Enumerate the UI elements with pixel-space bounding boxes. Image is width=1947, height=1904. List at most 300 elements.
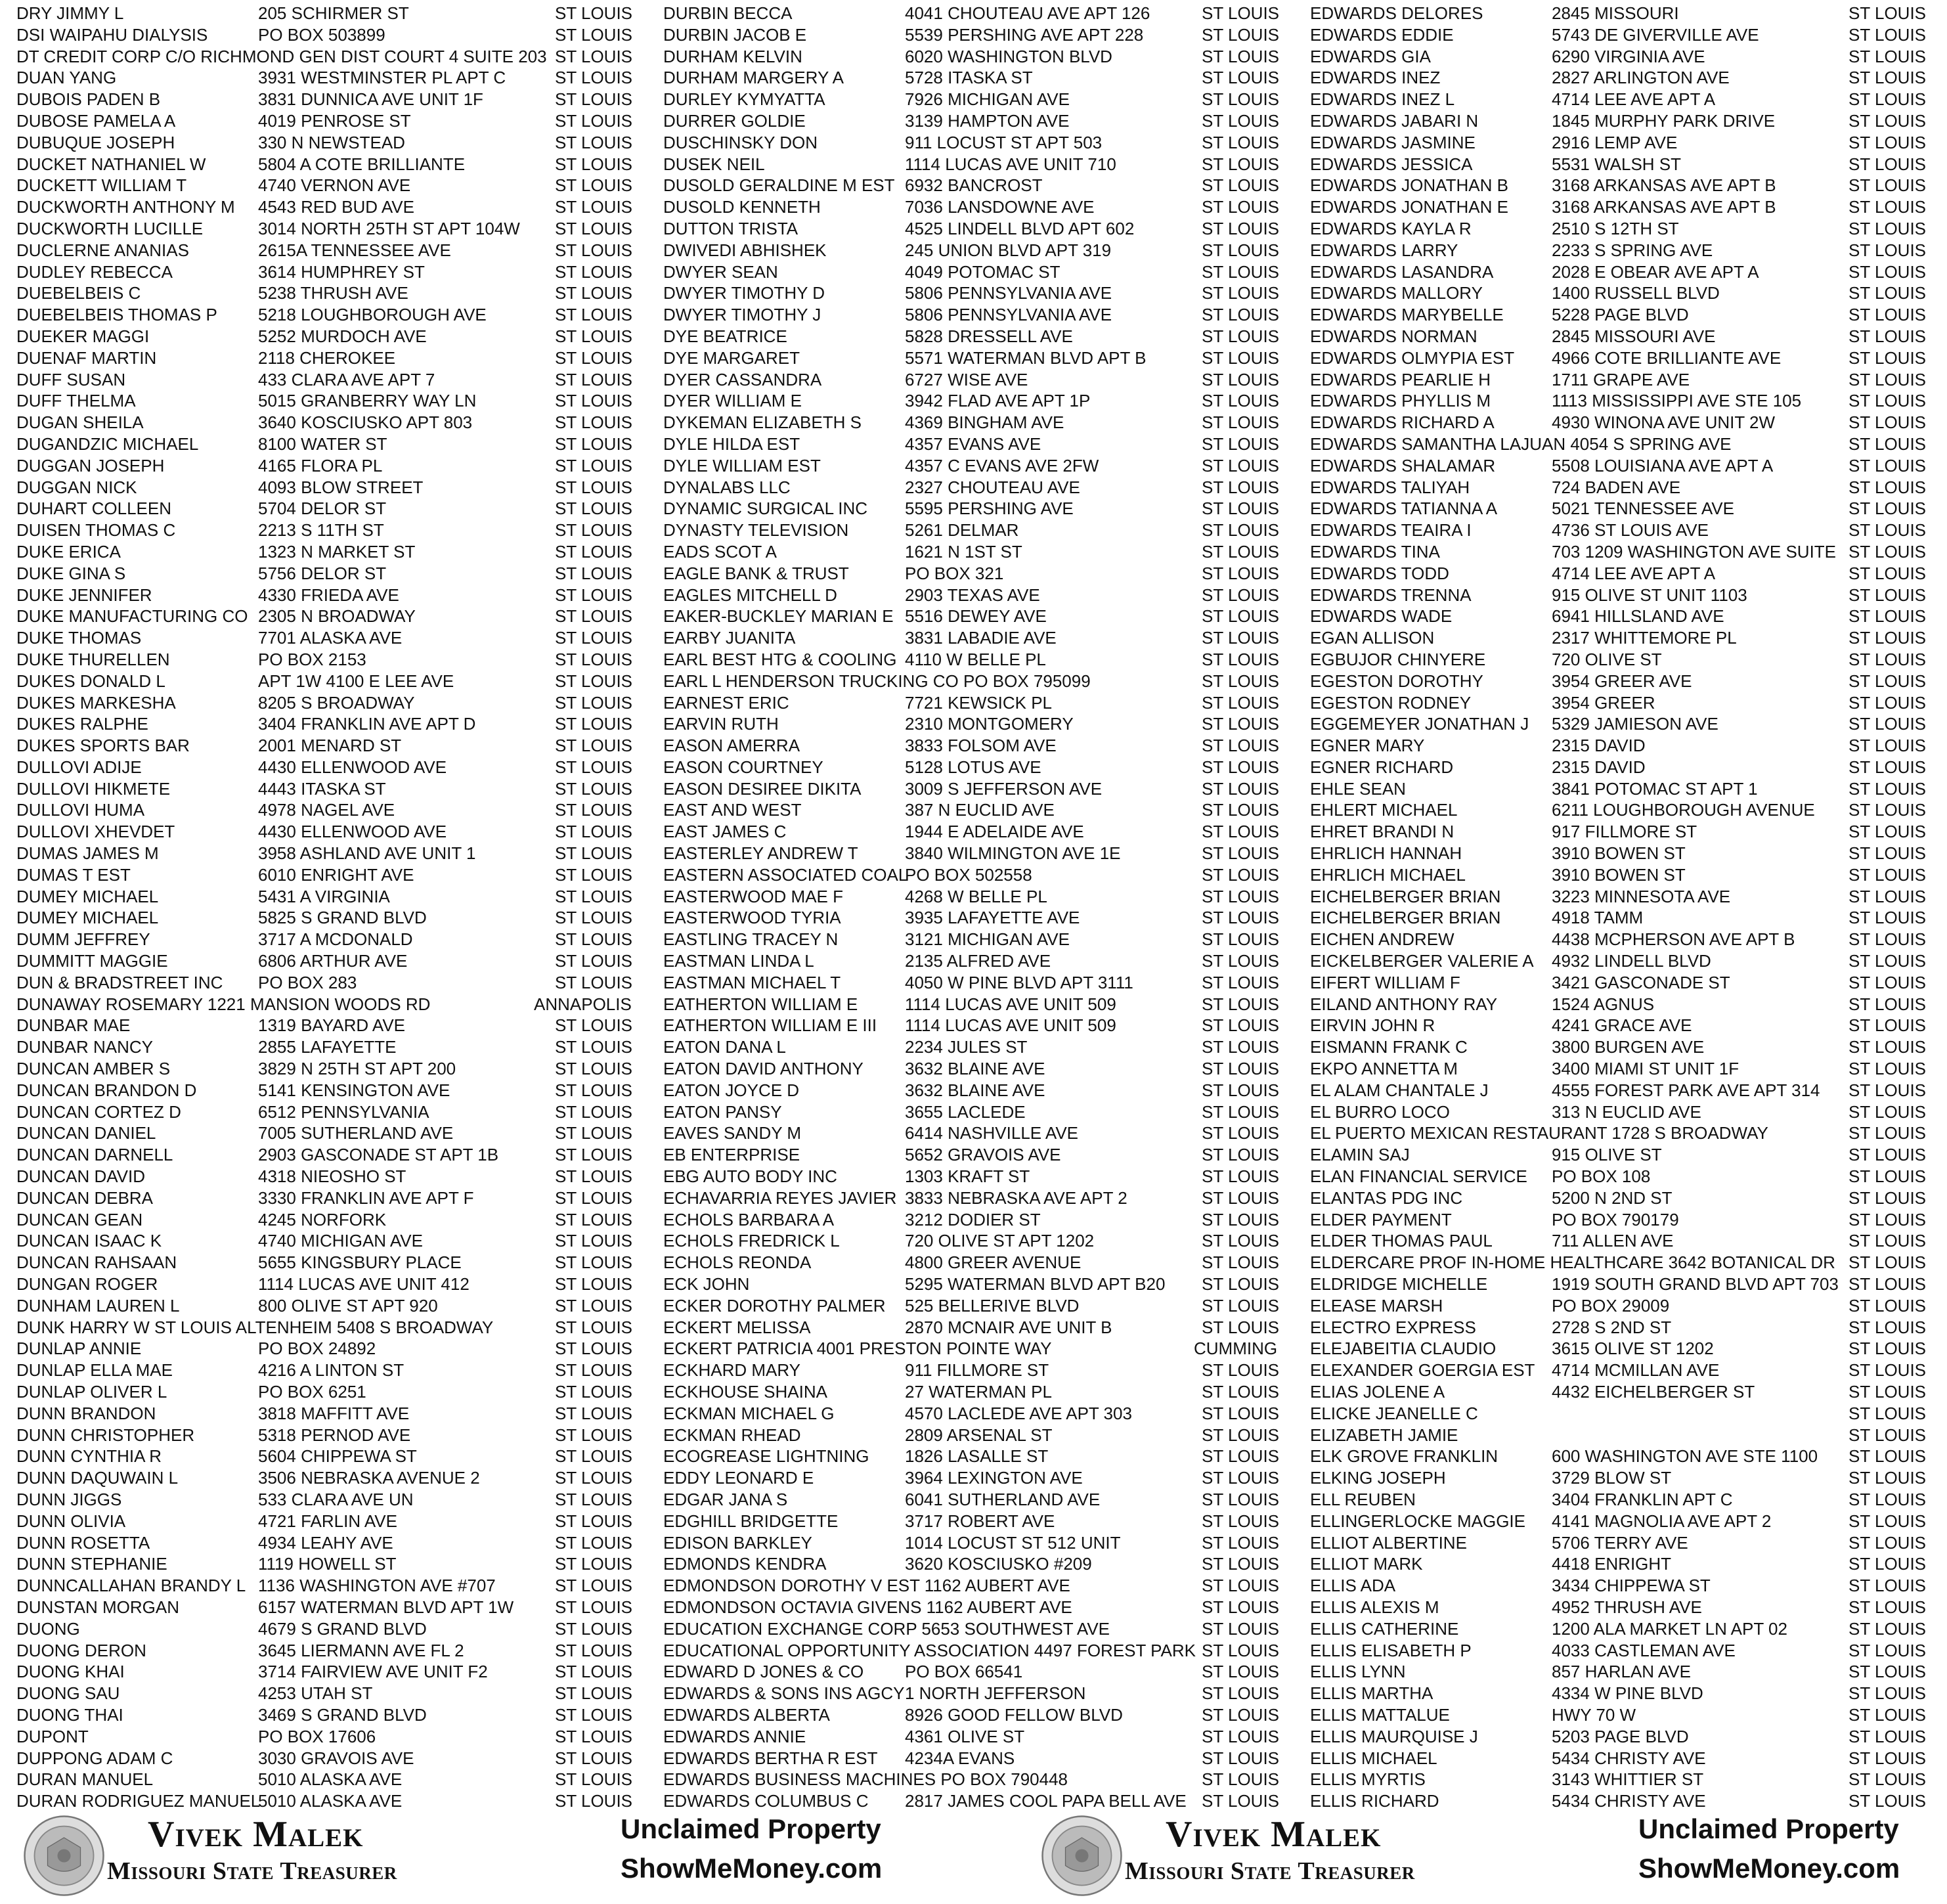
list-item [1310, 713, 1947, 735]
owner-city: ST LOUIS [555, 261, 633, 282]
owner-name: DUSEK NEIL [663, 154, 765, 174]
owner-address: 1119 HOWELL ST [258, 1554, 397, 1574]
owner-address: 917 FILLMORE ST [1552, 822, 1697, 842]
list-item [663, 154, 1307, 175]
list-item [1310, 1532, 1947, 1554]
list-item [663, 1144, 1307, 1166]
list-item [16, 907, 660, 929]
owner-name: ELKING JOSEPH [1310, 1468, 1446, 1488]
owner-city: ST LOUIS [555, 1489, 633, 1509]
list-item [16, 67, 660, 89]
owner-address: 4216 A LINTON ST [258, 1360, 405, 1381]
owner-address: 4049 POTOMAC ST [905, 261, 1061, 282]
list-item [16, 671, 660, 692]
list-item [1310, 1748, 1947, 1769]
owner-address: 5329 JAMIESON AVE [1552, 714, 1718, 734]
owner-address: 1944 E ADELAIDE AVE [905, 822, 1084, 842]
owner-address: 2118 CHEROKEE [258, 347, 396, 368]
owner-address: 3954 GREER AVE [1552, 671, 1692, 691]
owner-address: PO BOX 66541 [905, 1662, 1023, 1682]
owner-address: 3632 BLAINE AVE [905, 1059, 1045, 1079]
owner-name: EDWARDS ALBERTA [663, 1704, 830, 1725]
owner-address: 1 NORTH JEFFERSON [905, 1683, 1086, 1704]
owner-city: ST LOUIS [1202, 886, 1280, 906]
owner-city: ST LOUIS [1202, 1683, 1280, 1704]
list-item [1310, 1101, 1947, 1123]
owner-city: ST LOUIS [1202, 175, 1280, 196]
owner-name: EDWARDS COLUMBUS C [663, 1791, 869, 1811]
list-item [1310, 1381, 1947, 1403]
owner-address: 5010 ALASKA AVE [258, 1769, 403, 1790]
owner-name: ECHOLS BARBARA A [663, 1209, 835, 1229]
owner-name: EDDY LEONARD E [663, 1468, 814, 1488]
list-item [663, 692, 1307, 714]
list-item [663, 240, 1307, 261]
owner-address: 2327 CHOUTEAU AVE [905, 477, 1080, 497]
list-item [663, 1209, 1307, 1231]
owner-name: DULLOVI HUMA [16, 800, 145, 820]
owner-name: DUMAS T EST [16, 864, 131, 885]
list-item [16, 1683, 660, 1704]
owner-address: 6414 NASHVILLE AVE [905, 1123, 1079, 1143]
owner-address: 911 LOCUST ST APT 503 [905, 132, 1103, 152]
list-item [16, 1122, 660, 1144]
owner-name: EILAND ANTHONY RAY [1310, 994, 1498, 1014]
list-item [1310, 1338, 1947, 1360]
owner-address: 5431 A VIRGINIA [258, 886, 390, 906]
owner-city: ST LOUIS [1202, 1059, 1280, 1079]
owner-city: ST LOUIS [1849, 714, 1927, 734]
owner-name: DUCKWORTH ANTHONY M [16, 197, 235, 217]
owner-city: ST LOUIS [1202, 1618, 1280, 1639]
owner-name: EASTERWOOD MAE F [663, 886, 843, 906]
owner-city: ST LOUIS [555, 929, 633, 950]
owner-name: EDWARDS INEZ L [1310, 89, 1455, 110]
list-item [16, 1381, 660, 1403]
list-item [16, 821, 660, 843]
owner-city: ST LOUIS [555, 154, 633, 174]
owner-name: DUNN ROSETTA [16, 1532, 150, 1553]
owner-address: 6727 WISE AVE [905, 369, 1028, 389]
owner-city: ST LOUIS [1202, 1532, 1280, 1553]
list-item [16, 972, 660, 994]
list-item [663, 1101, 1307, 1123]
owner-city: ST LOUIS [555, 1425, 633, 1445]
list-item [16, 1553, 660, 1575]
owner-city: ST LOUIS [555, 240, 633, 260]
owner-name: DYKEMAN ELIZABETH S [663, 412, 862, 433]
owner-name: EARBY JUANITA [663, 628, 796, 648]
owner-city: ST LOUIS [1202, 520, 1280, 541]
owner-city: ST LOUIS [1202, 305, 1280, 325]
owner-city: ST LOUIS [1202, 1187, 1280, 1208]
list-item [16, 1769, 660, 1790]
owner-address: 533 CLARA AVE UN [258, 1489, 414, 1509]
owner-address: 2845 MISSOURI AVE [1552, 326, 1716, 346]
owner-city: ST LOUIS [555, 1662, 633, 1682]
owner-city: ST LOUIS [1849, 843, 1927, 864]
owner-city: ST LOUIS [1849, 778, 1927, 799]
list-item [1310, 907, 1947, 929]
list-item [1310, 1726, 1947, 1748]
website-link[interactable]: ShowMeMoney.com [621, 1853, 883, 1884]
owner-city: ST LOUIS [1202, 1511, 1280, 1531]
owner-name: DUNN DAQUWAIN L [16, 1468, 179, 1488]
owner-city: ST LOUIS [1849, 1187, 1927, 1208]
list-item [1310, 778, 1947, 800]
owner-address: 3223 MINNESOTA AVE [1552, 886, 1731, 906]
owner-address: PO BOX 6251 [258, 1382, 366, 1402]
owner-address: 720 OLIVE ST [1552, 649, 1662, 669]
owner-address: 4443 ITASKA ST [258, 778, 386, 799]
list-item [1310, 1403, 1947, 1425]
owner-city: ST LOUIS [1849, 1274, 1927, 1295]
list-item [16, 1166, 660, 1187]
owner-name: DUNCAN DANIEL [16, 1123, 156, 1143]
owner-city: ST LOUIS [1202, 477, 1280, 497]
owner-city: ST LOUIS [1849, 1446, 1927, 1467]
owner-name: DUNN JIGGS [16, 1489, 122, 1509]
list-item [663, 1575, 1307, 1597]
owner-name: EKPO ANNETTA M [1310, 1059, 1458, 1079]
treasurer-banner [1031, 1809, 1947, 1904]
owner-city: ST LOUIS [1202, 433, 1280, 454]
owner-city: ST LOUIS [1849, 110, 1927, 131]
owner-address: 1136 WASHINGTON AVE #707 [258, 1576, 496, 1596]
program-name: Unclaimed Property [621, 1813, 881, 1844]
owner-address: 3330 FRANKLIN AVE APT F [258, 1187, 474, 1208]
owner-name: EDMONDSON OCTAVIA GIVENS 1162 AUBERT AVE [663, 1597, 1072, 1617]
owner-name: ELLIS MYRTIS [1310, 1769, 1426, 1790]
owner-name: DUNCAN GEAN [16, 1209, 143, 1229]
list-item [16, 778, 660, 800]
owner-address: 4740 VERNON AVE [258, 175, 411, 196]
owner-city: ST LOUIS [1202, 649, 1280, 669]
owner-address: 1826 LASALLE ST [905, 1446, 1049, 1467]
owner-city: ST LOUIS [1202, 369, 1280, 389]
owner-city: ST LOUIS [1202, 391, 1280, 411]
owner-city: ST LOUIS [1202, 1037, 1280, 1057]
owner-name: DSI WAIPAHU DIALYSIS [16, 24, 208, 45]
owner-city: ST LOUIS [1849, 1252, 1927, 1273]
owner-city: ST LOUIS [1849, 1080, 1927, 1100]
list-item [16, 1511, 660, 1532]
owner-city: ST LOUIS [1202, 24, 1280, 45]
owner-name: ELIZABETH JAMIE [1310, 1425, 1458, 1445]
owner-name: EDWARDS MALLORY [1310, 283, 1483, 303]
list-item [663, 563, 1307, 585]
owner-name: DUEBELBEIS C [16, 283, 141, 303]
owner-address: 3841 POTOMAC ST APT 1 [1552, 778, 1758, 799]
owner-city: ST LOUIS [555, 951, 633, 971]
owner-address: 4978 NAGEL AVE [258, 800, 395, 820]
owner-name: DUKES DONALD L [16, 671, 165, 691]
list-item [1310, 585, 1947, 606]
owner-city: ST LOUIS [555, 391, 633, 411]
owner-city: ST LOUIS [555, 175, 633, 196]
owner-name: DUMEY MICHAEL [16, 908, 159, 928]
owner-name: DUNHAM LAUREN L [16, 1295, 180, 1316]
owner-city: ST LOUIS [1202, 68, 1280, 88]
owner-name: DUNN OLIVIA [16, 1511, 126, 1531]
owner-address: 4800 GREER AVENUE [905, 1252, 1082, 1273]
owner-name: DT CREDIT CORP C/O RICHMOND GEN DIST COURT 4 SUITE 203 [16, 46, 547, 66]
owner-city: ST LOUIS [555, 908, 633, 928]
owner-name: DUKE JENNIFER [16, 585, 152, 605]
owner-city: ST LOUIS [555, 1059, 633, 1079]
list-item [16, 843, 660, 864]
owner-city: ST LOUIS [1849, 1683, 1927, 1704]
list-item [16, 1532, 660, 1554]
list-item [16, 1360, 660, 1381]
list-item [16, 1489, 660, 1511]
owner-address: 3168 ARKANSAS AVE APT B [1552, 175, 1776, 196]
list-item [1310, 864, 1947, 886]
owner-city: ST LOUIS [1849, 1748, 1927, 1768]
owner-name: DRY JIMMY L [16, 3, 124, 23]
owner-address: 3833 FOLSOM AVE [905, 736, 1057, 756]
owner-address: 4714 LEE AVE APT A [1552, 563, 1716, 583]
owner-city: ST LOUIS [1849, 886, 1927, 906]
list-item [663, 972, 1307, 994]
list-item [663, 1295, 1307, 1317]
owner-name: DULLOVI XHEVDET [16, 822, 175, 842]
owner-address: 4268 W BELLE PL [905, 886, 1047, 906]
list-item [16, 390, 660, 412]
owner-city: ST LOUIS [555, 1231, 633, 1251]
owner-address: 2234 JULES ST [905, 1037, 1028, 1057]
owner-address: 3910 BOWEN ST [1552, 864, 1686, 885]
owner-name: EARL L HENDERSON TRUCKING CO PO BOX 795099 [663, 671, 1091, 691]
owner-name: EARL BEST HTG & COOLING [663, 649, 897, 669]
owner-address: 3168 ARKANSAS AVE APT B [1552, 197, 1776, 217]
list-item [16, 347, 660, 369]
owner-name: ELLINGERLOCKE MAGGIE [1310, 1511, 1525, 1531]
list-item [16, 477, 660, 498]
owner-name: EDWARDS SHALAMAR [1310, 455, 1496, 476]
list-item [16, 1101, 660, 1123]
owner-city: ST LOUIS [1202, 326, 1280, 346]
owner-address: 3931 WESTMINSTER PL APT C [258, 68, 506, 88]
owner-name: ECKER DOROTHY PALMER [663, 1295, 886, 1316]
owner-name: EDMONDSON DOROTHY V EST 1162 AUBERT AVE [663, 1576, 1070, 1596]
owner-name: DUPPONG ADAM C [16, 1748, 173, 1768]
owner-city: ST LOUIS [1202, 736, 1280, 756]
owner-city: ST LOUIS [1202, 89, 1280, 110]
owner-city: ST LOUIS [1202, 1317, 1280, 1337]
list-item [1310, 843, 1947, 864]
owner-city: ST LOUIS [555, 1101, 633, 1122]
owner-address: 2135 ALFRED AVE [905, 951, 1051, 971]
owner-name: EHLERT MICHAEL [1310, 800, 1458, 820]
owner-name: DUHART COLLEEN [16, 498, 171, 519]
list-item [1310, 1144, 1947, 1166]
owner-address: 4357 C EVANS AVE 2FW [905, 455, 1099, 476]
owner-address: 3614 HUMPHREY ST [258, 261, 425, 282]
owner-name: DURLEY KYMYATTA [663, 89, 825, 110]
owner-city: ST LOUIS [1849, 908, 1927, 928]
owner-city: ST LOUIS [1849, 1382, 1927, 1402]
list-item [663, 757, 1307, 778]
owner-name: DUONG THAI [16, 1704, 123, 1725]
list-item [1310, 1575, 1947, 1597]
owner-name: DUCLERNE ANANIAS [16, 240, 189, 260]
list-item [1310, 326, 1947, 347]
owner-address: 5508 LOUISIANA AVE APT A [1552, 455, 1774, 476]
owner-address: 4033 CASTLEMAN AVE [1552, 1640, 1736, 1660]
owner-name: DUCKETT WILLIAM T [16, 175, 187, 196]
list-item [16, 433, 660, 455]
list-item [1310, 671, 1947, 692]
owner-address: 2213 S 11TH ST [258, 520, 384, 541]
list-item [1310, 541, 1947, 563]
owner-city: ST LOUIS [1202, 1662, 1280, 1682]
owner-city: ST LOUIS [1849, 391, 1927, 411]
owner-city: ST LOUIS [555, 1080, 633, 1100]
list-item [16, 1338, 660, 1360]
list-item [1310, 1273, 1947, 1295]
owner-city: ST LOUIS [1849, 1166, 1927, 1187]
list-item [16, 110, 660, 132]
list-item [663, 1467, 1307, 1489]
list-item [1310, 1489, 1947, 1511]
list-item [1310, 1640, 1947, 1662]
owner-name: DUKES MARKESHA [16, 692, 176, 713]
owner-address: 2817 JAMES COOL PAPA BELL AVE [905, 1791, 1187, 1811]
list-item [16, 1403, 660, 1425]
owner-address: 4721 FARLIN AVE [258, 1511, 397, 1531]
list-item [1310, 3, 1947, 24]
list-item [16, 1273, 660, 1295]
owner-city: ST LOUIS [1849, 326, 1927, 346]
owner-name: EAKER-BUCKLEY MARIAN E [663, 606, 894, 627]
owner-address: 4918 TAMM [1552, 908, 1644, 928]
owner-address: 6512 PENNSYLVANIA [258, 1101, 429, 1122]
owner-name: ECKHOUSE SHAINA [663, 1382, 827, 1402]
list-item [16, 1467, 660, 1489]
owner-address: 5652 GRAVOIS AVE [905, 1145, 1061, 1165]
list-item [1310, 821, 1947, 843]
missouri-seal-icon [23, 1815, 105, 1897]
owner-name: DUKE THURELLEN [16, 649, 170, 669]
owner-name: DUONG SAU [16, 1683, 120, 1704]
owner-address: 5021 TENNESSEE AVE [1552, 498, 1734, 519]
owner-name: EDMONDS KENDRA [663, 1554, 827, 1574]
owner-name: DYER WILLIAM E [663, 391, 802, 411]
owner-name: DUSOLD GERALDINE M EST [663, 175, 895, 196]
website-link[interactable]: ShowMeMoney.com [1638, 1853, 1900, 1884]
owner-city: ST LOUIS [555, 1382, 633, 1402]
listing-column-3 [1310, 3, 1947, 1812]
owner-address: PO BOX 321 [905, 563, 1004, 583]
owner-name: EDWARDS JESSICA [1310, 154, 1473, 174]
owner-address: 8926 GOOD FELLOW BLVD [905, 1704, 1123, 1725]
owner-name: DUNNCALLAHAN BRANDY L [16, 1576, 246, 1596]
footer [0, 1809, 1947, 1904]
list-item [1310, 1360, 1947, 1381]
list-item [663, 541, 1307, 563]
list-item [663, 110, 1307, 132]
list-item [16, 1726, 660, 1748]
list-item [663, 1425, 1307, 1446]
owner-name: DYNAMIC SURGICAL INC [663, 498, 868, 519]
owner-address: 5252 MURDOCH AVE [258, 326, 427, 346]
owner-name: EHLE SEAN [1310, 778, 1406, 799]
owner-address: 5728 ITASKA ST [905, 68, 1033, 88]
owner-city: ST LOUIS [1202, 1166, 1280, 1187]
owner-address: 6211 LOUGHBOROUGH AVENUE [1552, 800, 1815, 820]
list-item [16, 89, 660, 110]
owner-address: 8205 S BROADWAY [258, 692, 415, 713]
owner-city: ST LOUIS [555, 972, 633, 992]
owner-city: ST LOUIS [1849, 218, 1927, 238]
list-item [16, 1618, 660, 1640]
owner-city: ST LOUIS [1202, 1704, 1280, 1725]
owner-city: ST LOUIS [1849, 757, 1927, 777]
owner-city: ST LOUIS [555, 585, 633, 605]
list-item [663, 585, 1307, 606]
owner-name: EASTMAN LINDA L [663, 951, 814, 971]
owner-name: EDWARDS JABARI N [1310, 110, 1479, 131]
owner-address: 5531 WALSH ST [1552, 154, 1682, 174]
list-item [1310, 1317, 1947, 1339]
list-item [663, 799, 1307, 821]
owner-city: CUMMING [1194, 1339, 1278, 1359]
owner-name: DYE BEATRICE [663, 326, 787, 346]
owner-city: ST LOUIS [1849, 1231, 1927, 1251]
owner-address: 7036 LANSDOWNE AVE [905, 197, 1095, 217]
owner-name: DWYER TIMOTHY J [663, 305, 821, 325]
list-item [663, 1058, 1307, 1080]
owner-name: ECKERT MELISSA [663, 1317, 811, 1337]
owner-name: DURAN RODRIGUEZ MANUEL [16, 1791, 261, 1811]
owner-name: EISMANN FRANK C [1310, 1037, 1468, 1057]
listing-column-2 [663, 3, 1307, 1812]
owner-city: ST LOUIS [1202, 1640, 1280, 1660]
owner-name: DUDLEY REBECCA [16, 261, 173, 282]
owner-name: EL BURRO LOCO [1310, 1101, 1450, 1122]
owner-name: DUNK HARRY W ST LOUIS ALTENHEIM 5408 S BROADWAY [16, 1317, 494, 1337]
treasurer-name: Vivek Malek [1166, 1814, 1382, 1855]
owner-address: APT 1W 4100 E LEE AVE [258, 671, 454, 691]
owner-address: 3833 NEBRASKA AVE APT 2 [905, 1187, 1127, 1208]
owner-name: ELEASE MARSH [1310, 1295, 1443, 1316]
list-item [1310, 1209, 1947, 1231]
owner-name: ECKERT PATRICIA 4001 PRESTON POINTE WAY [663, 1339, 1052, 1359]
owner-address: 5604 CHIPPEWA ST [258, 1446, 417, 1467]
list-item [16, 175, 660, 196]
owner-city: ST LOUIS [1849, 412, 1927, 433]
owner-city: ST LOUIS [1202, 283, 1280, 303]
list-item [16, 282, 660, 304]
list-item [663, 994, 1307, 1015]
owner-city: ST LOUIS [1202, 1274, 1280, 1295]
owner-city: ST LOUIS [1849, 628, 1927, 648]
owner-name: EGNER RICHARD [1310, 757, 1454, 777]
owner-city: ST LOUIS [555, 1769, 633, 1790]
owner-address: 7926 MICHIGAN AVE [905, 89, 1070, 110]
owner-name: DURHAM MARGERY A [663, 68, 844, 88]
owner-city: ST LOUIS [1202, 714, 1280, 734]
owner-name: EICHELBERGER BRIAN [1310, 886, 1501, 906]
owner-address: 4525 LINDELL BLVD APT 602 [905, 218, 1135, 238]
owner-name: ELEJABEITIA CLAUDIO [1310, 1339, 1497, 1359]
owner-name: EGESTON DOROTHY [1310, 671, 1483, 691]
list-item [16, 369, 660, 391]
owner-city: ST LOUIS [555, 1187, 633, 1208]
owner-name: DYE MARGARET [663, 347, 800, 368]
owner-address: 1919 SOUTH GRAND BLVD APT 703 [1552, 1274, 1839, 1295]
